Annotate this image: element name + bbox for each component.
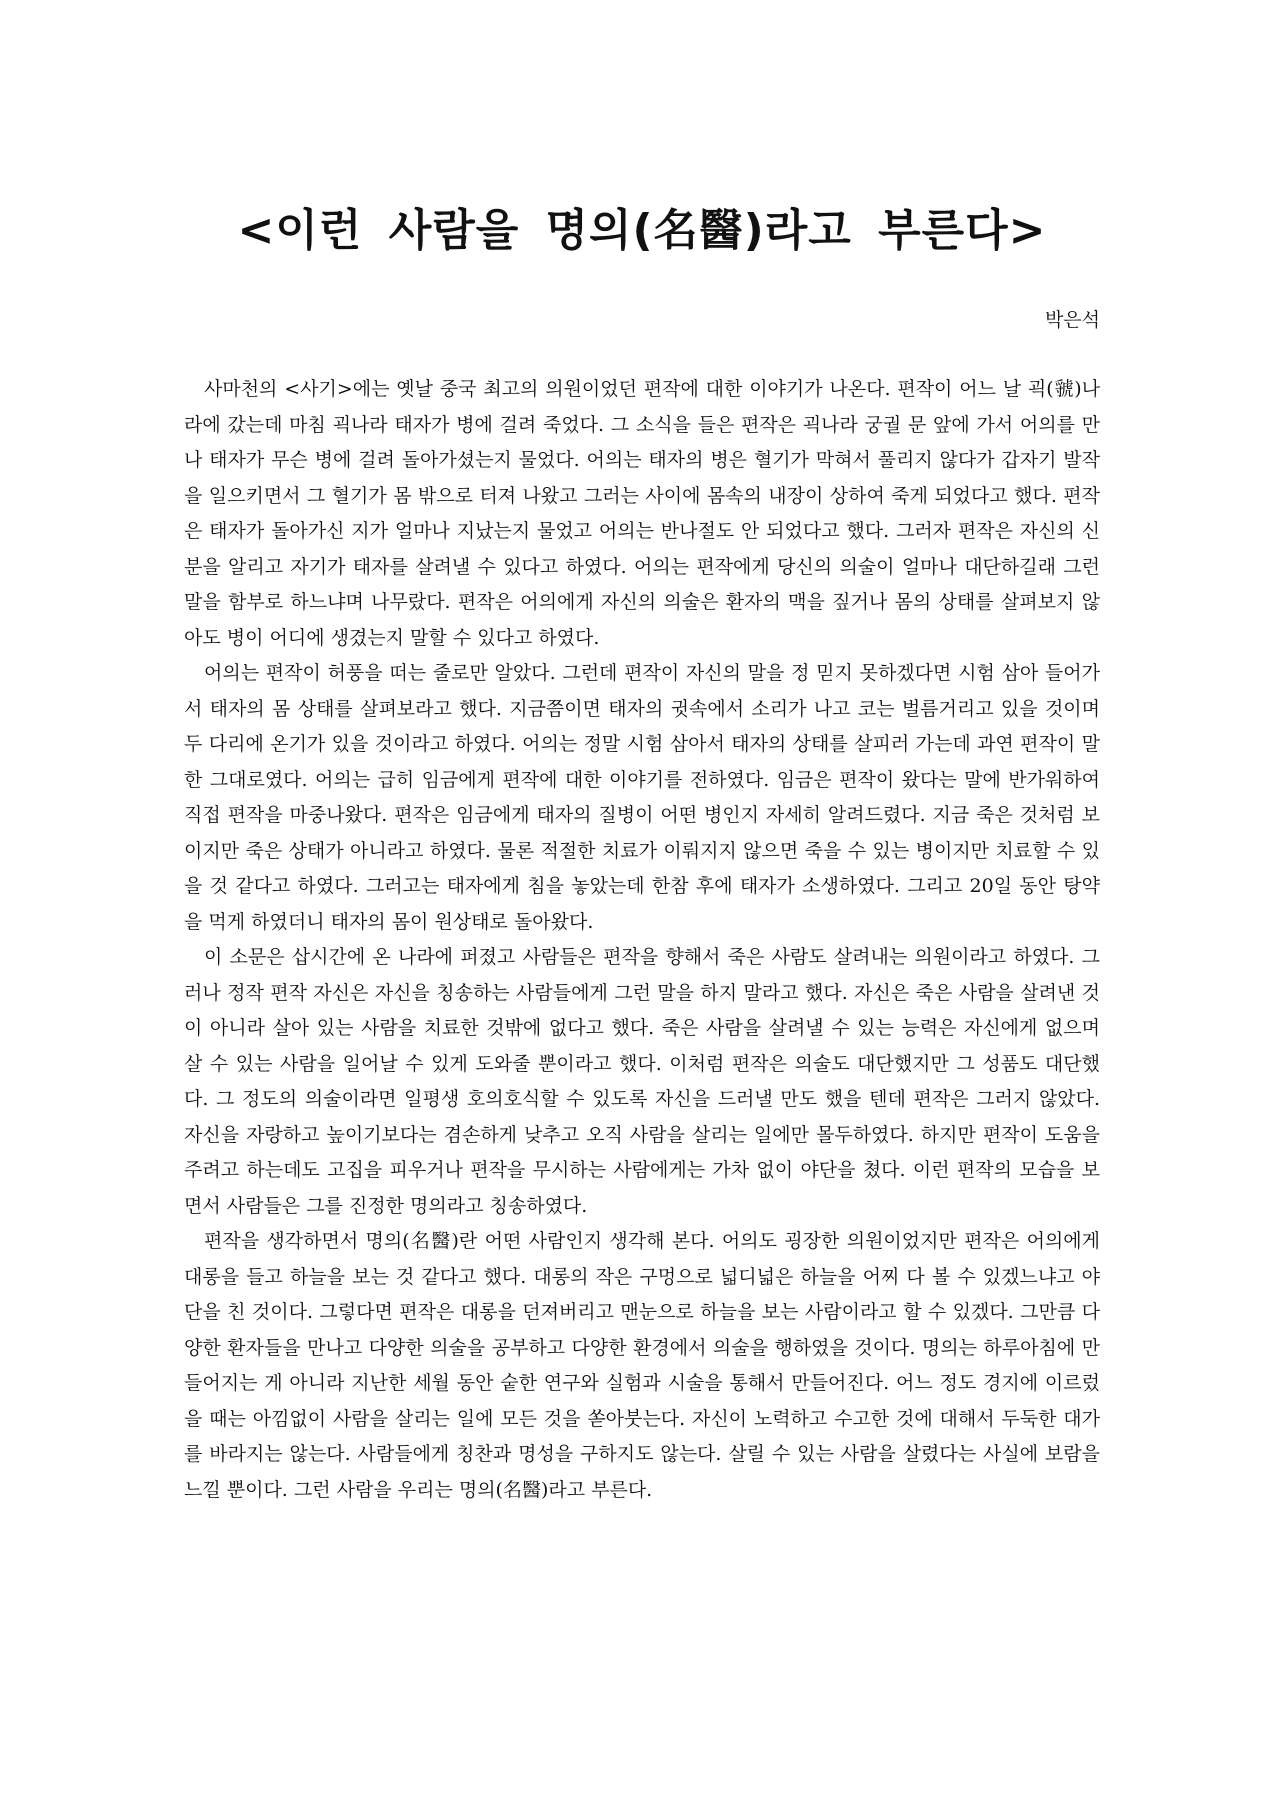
- paragraph: 어의는 편작이 허풍을 떠는 줄로만 알았다. 그런데 편작이 자신의 말을 정 믿지 못하겠다면 시험 삼아 들어가서 태자의 몸 상태를 살펴보라고 했다. 지금쯤이면 태자의 귓속에서 소리가 나고 코는 벌름거리고 있을 것이며 두 다리에 온기가 있을 것이라고 하였다. 어의는 정말 시험 삼아서 태자의 상태를 살피러 가는데 과연 편작이 말한 그대로였다. 어의는 급히 임금에게 편작에 대한 이야기를 전하였다. 임금은 편작이 왔다는 말에 반가워하여 직접 편작을 마중나왔다. 편작은 임금에게 태자의 질병이 어떤 병인지 자세히 알려드렸다. 지금 죽은 것처럼 보이지만 죽은 상태가 아니라고 하였다. 물론 적절한 치료가 이뤄지지 않으면 죽을 수 있는 병이지만 치료할 수 있을 것 같다고 하였다. 그러고는 태자에게 침을 놓았는데 한참 후에 태자가 소생하였다. 그리고 20일 동안 탕약을 먹게 하였더니 태자의 몸이 원상태로 돌아왔다.: [184, 662, 1100, 933]
- paragraph: 이 소문은 삽시간에 온 나라에 퍼졌고 사람들은 편작을 향해서 죽은 사람도 살려내는 의원이라고 하였다. 그러나 정작 편작 자신은 자신을 칭송하는 사람들에게 그런 말을 하지 말라고 했다. 자신은 죽은 사람을 살려낸 것이 아니라 살아 있는 사람을 치료한 것밖에 없다고 했다. 죽은 사람을 살려낼 수 있는 능력은 자신에게 없으며 살 수 있는 사람을 일어날 수 있게 도와줄 뿐이라고 했다. 이처럼 편작은 의술도 대단했지만 그 성품도 대단했다. 그 정도의 의술이라면 일평생 호의호식할 수 있도록 자신을 드러낼 만도 했을 텐데 편작은 그러지 않았다. 자신을 자랑하고 높이기보다는 겸손하게 낮추고 오직 사람을 살리는 일에만 몰두하였다. 하지만 편작이 도움을 주려고 하는데도 고집을 피우거나 편작을 무시하는 사람에게는 가차 없이 야단을 쳤다. 이런 편작의 모습을 보면서 사람들은 그를 진정한 명의라고 칭송하였다.: [184, 946, 1100, 1217]
- paragraph: 편작을 생각하면서 명의(名醫)란 어떤 사람인지 생각해 본다. 어의도 굉장한 의원이었지만 편작은 어의에게 대롱을 들고 하늘을 보는 것 같다고 했다. 대롱의 작은 구멍으로 넓디넓은 하늘을 어찌 다 볼 수 있겠느냐고 야단을 친 것이다. 그렇다면 편작은 대롱을 던져버리고 맨눈으로 하늘을 보는 사람이라고 할 수 있겠다. 그만큼 다양한 환자들을 만나고 다양한 의술을 공부하고 다양한 환경에서 의술을 행하였을 것이다. 명의는 하루아침에 만들어지는 게 아니라 지난한 세월 동안 숱한 연구와 실험과 시술을 통해서 만들어진다. 어느 정도 경지에 이르렀을 때는 아낌없이 사람을 살리는 일에 모든 것을 쏟아붓는다. 자신이 노력하고 수고한 것에 대해서 두둑한 대가를 바라지는 않는다. 사람들에게 칭찬과 명성을 구하지도 않는다. 살릴 수 있는 사람을 살렸다는 사실에 보람을 느낄 뿐이다. 그런 사람을 우리는 명의(名醫)라고 부른다.: [184, 1230, 1100, 1501]
- paragraph: 사마천의 <사기>에는 옛날 중국 최고의 의원이었던 편작에 대한 이야기가 나온다. 편작이 어느 날 괵(虢)나라에 갔는데 마침 괵나라 태자가 병에 걸려 죽었다. 그 소식을 들은 편작은 괵나라 궁궐 문 앞에 가서 어의를 만나 태자가 무슨 병에 걸려 돌아가셨는지 물었다. 어의는 태자의 병은 혈기가 막혀서 풀리지 않다가 갑자기 발작을 일으키면서 그 혈기가 몸 밖으로 터져 나왔고 그러는 사이에 몸속의 내장이 상하여 죽게 되었다고 했다. 편작은 태자가 돌아가신 지가 얼마나 지났는지 물었고 어의는 반나절도 안 되었다고 했다. 그러자 편작은 자신의 신분을 알리고 자기가 태자를 살려낼 수 있다고 하였다. 어의는 편작에게 당신의 의술이 얼마나 대단하길래 그런 말을 함부로 하느냐며 나무랐다. 편작은 어의에게 자신의 의술은 환자의 맥을 짚거나 몸의 상태를 살펴보지 않아도 병이 어디에 생겼는지 말할 수 있다고 하였다.: [184, 378, 1100, 649]
- document-body: [184, 372, 1100, 1508]
- document-title: <이런 사람을 명의(名醫)라고 부른다>: [237, 205, 1047, 256]
- author-name: 박은석: [1044, 308, 1100, 331]
